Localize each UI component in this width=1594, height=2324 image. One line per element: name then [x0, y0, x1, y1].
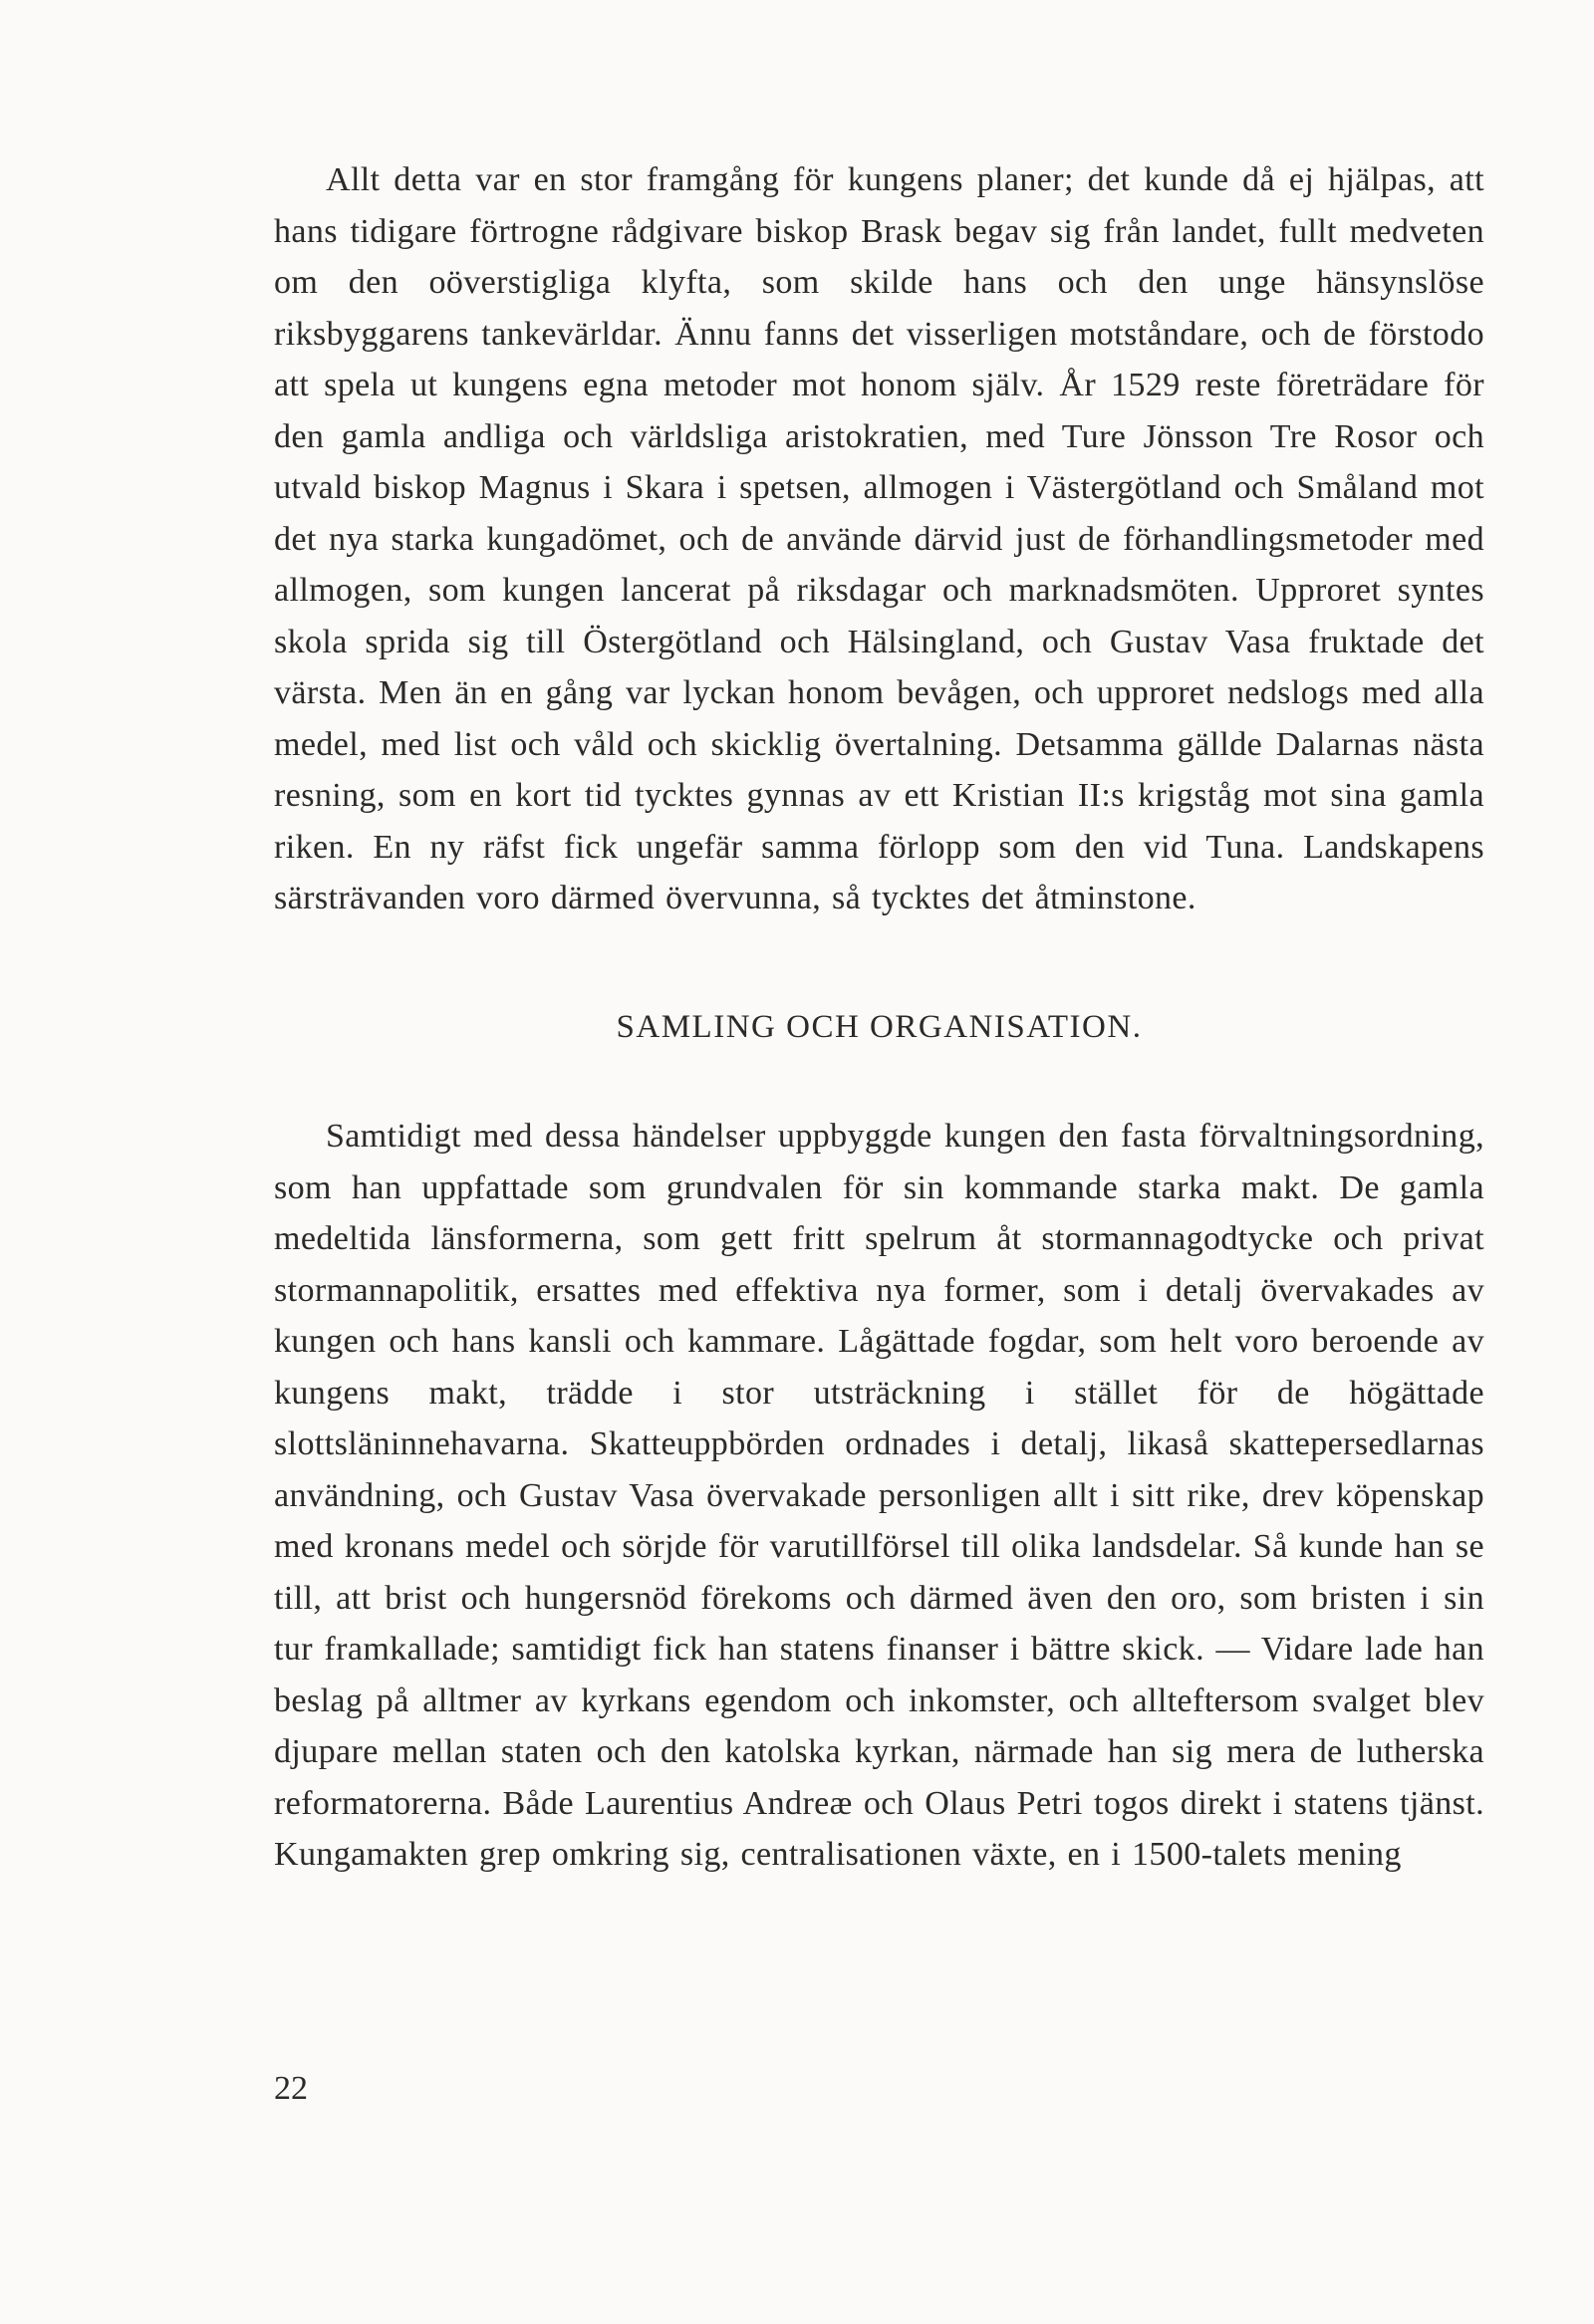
- page-body: [274, 154, 1484, 1881]
- page-number: 22: [274, 2070, 308, 2107]
- section-heading: SAMLING OCH ORGANISATION.: [616, 1008, 1143, 1045]
- paragraph-2: Samtidigt med dessa händelser uppbyggde kungen den fasta förvaltningsordning, som han uppfattade som grundvalen för sin kommande starka makt. De gamla medeltida länsformerna, som gett fritt spelrum åt stormannagodtycke och privat stormannapolitik, ersattes med effektiva nya former, som i detalj övervakades av kungen och hans kansli och kammare. Lågättade fogdar, som helt voro beroende av kungens makt, trädde i stor utsträckning i stället för de högättade slottsläninnehavarna. Skatteuppbörden ordnades i detalj, likaså skattepersedlarnas användning, och Gustav Vasa övervakade personligen allt i sitt rike, drev köpenskap med kronans medel och sörjde för varutillförsel till olika landsdelar. Så kunde han se till, att brist och hungersnöd förekoms och därmed även den oro, som bristen i sin tur framkallade; samtidigt fick han statens finanser i bättre skick. — Vidare lade han beslag på alltmer av kyrkans egendom och inkomster, och allteftersom svalget blev djupare mellan staten och den katolska kyrkan, närmade han sig mera de lutherska reformatorerna. Både Laurentius Andreæ och Olaus Petri togos direkt i statens tjänst. Kungamakten grep omkring sig, centralisationen växte, en i 1500-talets mening: [274, 1118, 1484, 1873]
- paragraph-1: Allt detta var en stor framgång för kungens planer; det kunde då ej hjälpas, att hans tidigare förtrogne rådgivare biskop Brask begav sig från landet, fullt medveten om den oöverstigliga klyfta, som skilde hans och den unge hänsynslöse riksbyggarens tankevärldar. Ännu fanns det visserligen motståndare, och de förstodo att spela ut kungens egna metoder mot honom själv. År 1529 reste företrädare för den gamla andliga och världsliga aristokratien, med Ture Jönsson Tre Rosor och utvald biskop Magnus i Skara i spetsen, allmogen i Västergötland och Småland mot det nya starka kungadömet, och de använde därvid just de förhandlingsmetoder med allmogen, som kungen lancerat på riksdagar och marknadsmöten. Upproret syntes skola sprida sig till Östergötland och Hälsingland, och Gustav Vasa fruktade det värsta. Men än en gång var lyckan honom bevågen, och upproret nedslogs med alla medel, med list och våld och skicklig övertalning. Detsamma gällde Dalarnas nästa resning, som en kort tid tycktes gynnas av ett Kristian II:s krigståg mot sina gamla riken. En ny räfst fick ungefär samma förlopp som den vid Tuna. Landskapens särsträvanden voro därmed övervunna, så tycktes det åtminstone.: [274, 161, 1484, 916]
